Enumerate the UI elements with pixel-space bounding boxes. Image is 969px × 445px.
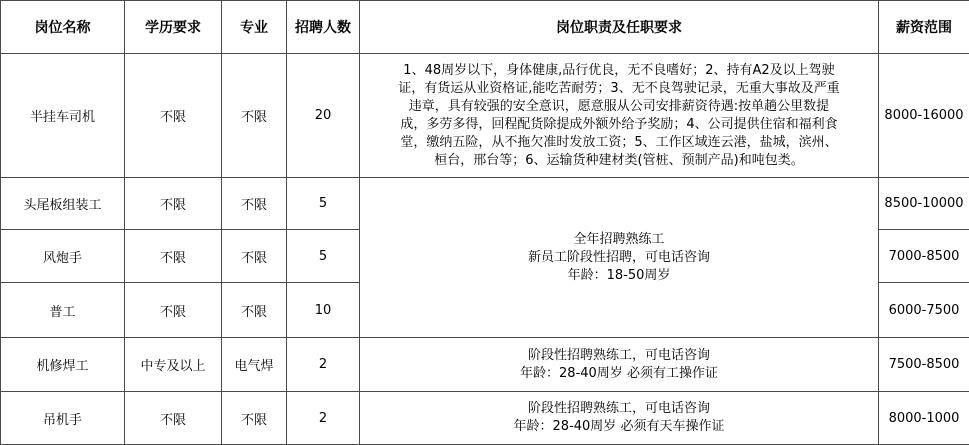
cell-position: 头尾板组装工 [1,178,125,230]
cell-duties [360,338,879,392]
cell-education: 不限 [125,178,222,230]
cell-salary: 7500-8500 [879,338,969,392]
cell-headcount: 5 [287,178,360,230]
cell-salary: 7000-8500 [879,230,969,283]
table-row [1,178,969,230]
duty-line: 年龄：28-40周岁 必须有工操作证 [360,365,878,383]
cell-education: 不限 [125,392,222,445]
cell-duties [360,392,879,445]
cell-education: 不限 [125,230,222,283]
duty-line: 全年招聘熟练工 [360,231,878,249]
cell-education: 中专及以上 [125,338,222,392]
duty-line: 阶段性招聘熟练工，可电话咨询 [360,400,878,418]
cell-position: 机修焊工 [1,338,125,392]
duty-line: 桓台，邢台等；6、运输货种建材类(管桩、预制产品)和吨包类。 [360,152,878,170]
cell-major: 电气焊 [222,338,287,392]
duty-line: 证，有货运从业资格证,能吃苦耐劳；3、无不良驾驶记录，无重大事故及严重 [360,80,878,98]
cell-major: 不限 [222,178,287,230]
cell-major: 不限 [222,283,287,338]
cell-position: 普工 [1,283,125,338]
cell-salary: 6000-7500 [879,283,969,338]
cell-headcount: 10 [287,283,360,338]
header-headcount: 招聘人数 [287,1,360,54]
header-education: 学历要求 [125,1,222,54]
table-row [1,54,969,178]
cell-headcount: 2 [287,392,360,445]
header-major: 专业 [222,1,287,54]
cell-salary: 8000-1000 [879,392,969,445]
duty-line: 堂，缴纳五险，从不拖欠准时发放工资；5、工作区域连云港，盐城，滨州、 [360,134,878,152]
cell-position: 半挂车司机 [1,54,125,178]
header-duties: 岗位职责及任职要求 [360,1,879,54]
duty-line: 年龄：28-40周岁 必须有天车操作证 [360,418,878,436]
cell-headcount: 2 [287,338,360,392]
cell-salary: 8000-16000 [879,54,969,178]
duty-line: 新员工阶段性招聘，可电话咨询 [360,249,878,267]
duty-line: 成，多劳多得，回程配货除提成外额外给予奖励；4、公司提供住宿和福利食 [360,116,878,134]
table-row [1,392,969,445]
cell-duties [360,54,879,178]
cell-education: 不限 [125,54,222,178]
header-salary: 薪资范围 [879,1,969,54]
duty-line: 阶段性招聘熟练工，可电话咨询 [360,347,878,365]
cell-major: 不限 [222,54,287,178]
duty-line: 1、48周岁以下，身体健康,品行优良，无不良嗜好；2、持有A2及以上驾驶 [360,62,878,80]
duty-line: 违章，具有较强的安全意识，愿意服从公司安排薪资待遇:按单趟公里数提 [360,98,878,116]
header-row [1,1,969,54]
cell-major: 不限 [222,230,287,283]
table-row [1,338,969,392]
header-position: 岗位名称 [1,1,125,54]
duty-line: 年龄：18-50周岁 [360,267,878,285]
cell-position: 吊机手 [1,392,125,445]
cell-major: 不限 [222,392,287,445]
cell-education: 不限 [125,283,222,338]
cell-headcount: 20 [287,54,360,178]
cell-salary: 8500-10000 [879,178,969,230]
cell-headcount: 5 [287,230,360,283]
cell-position: 风炮手 [1,230,125,283]
cell-duties-merged [360,178,879,338]
